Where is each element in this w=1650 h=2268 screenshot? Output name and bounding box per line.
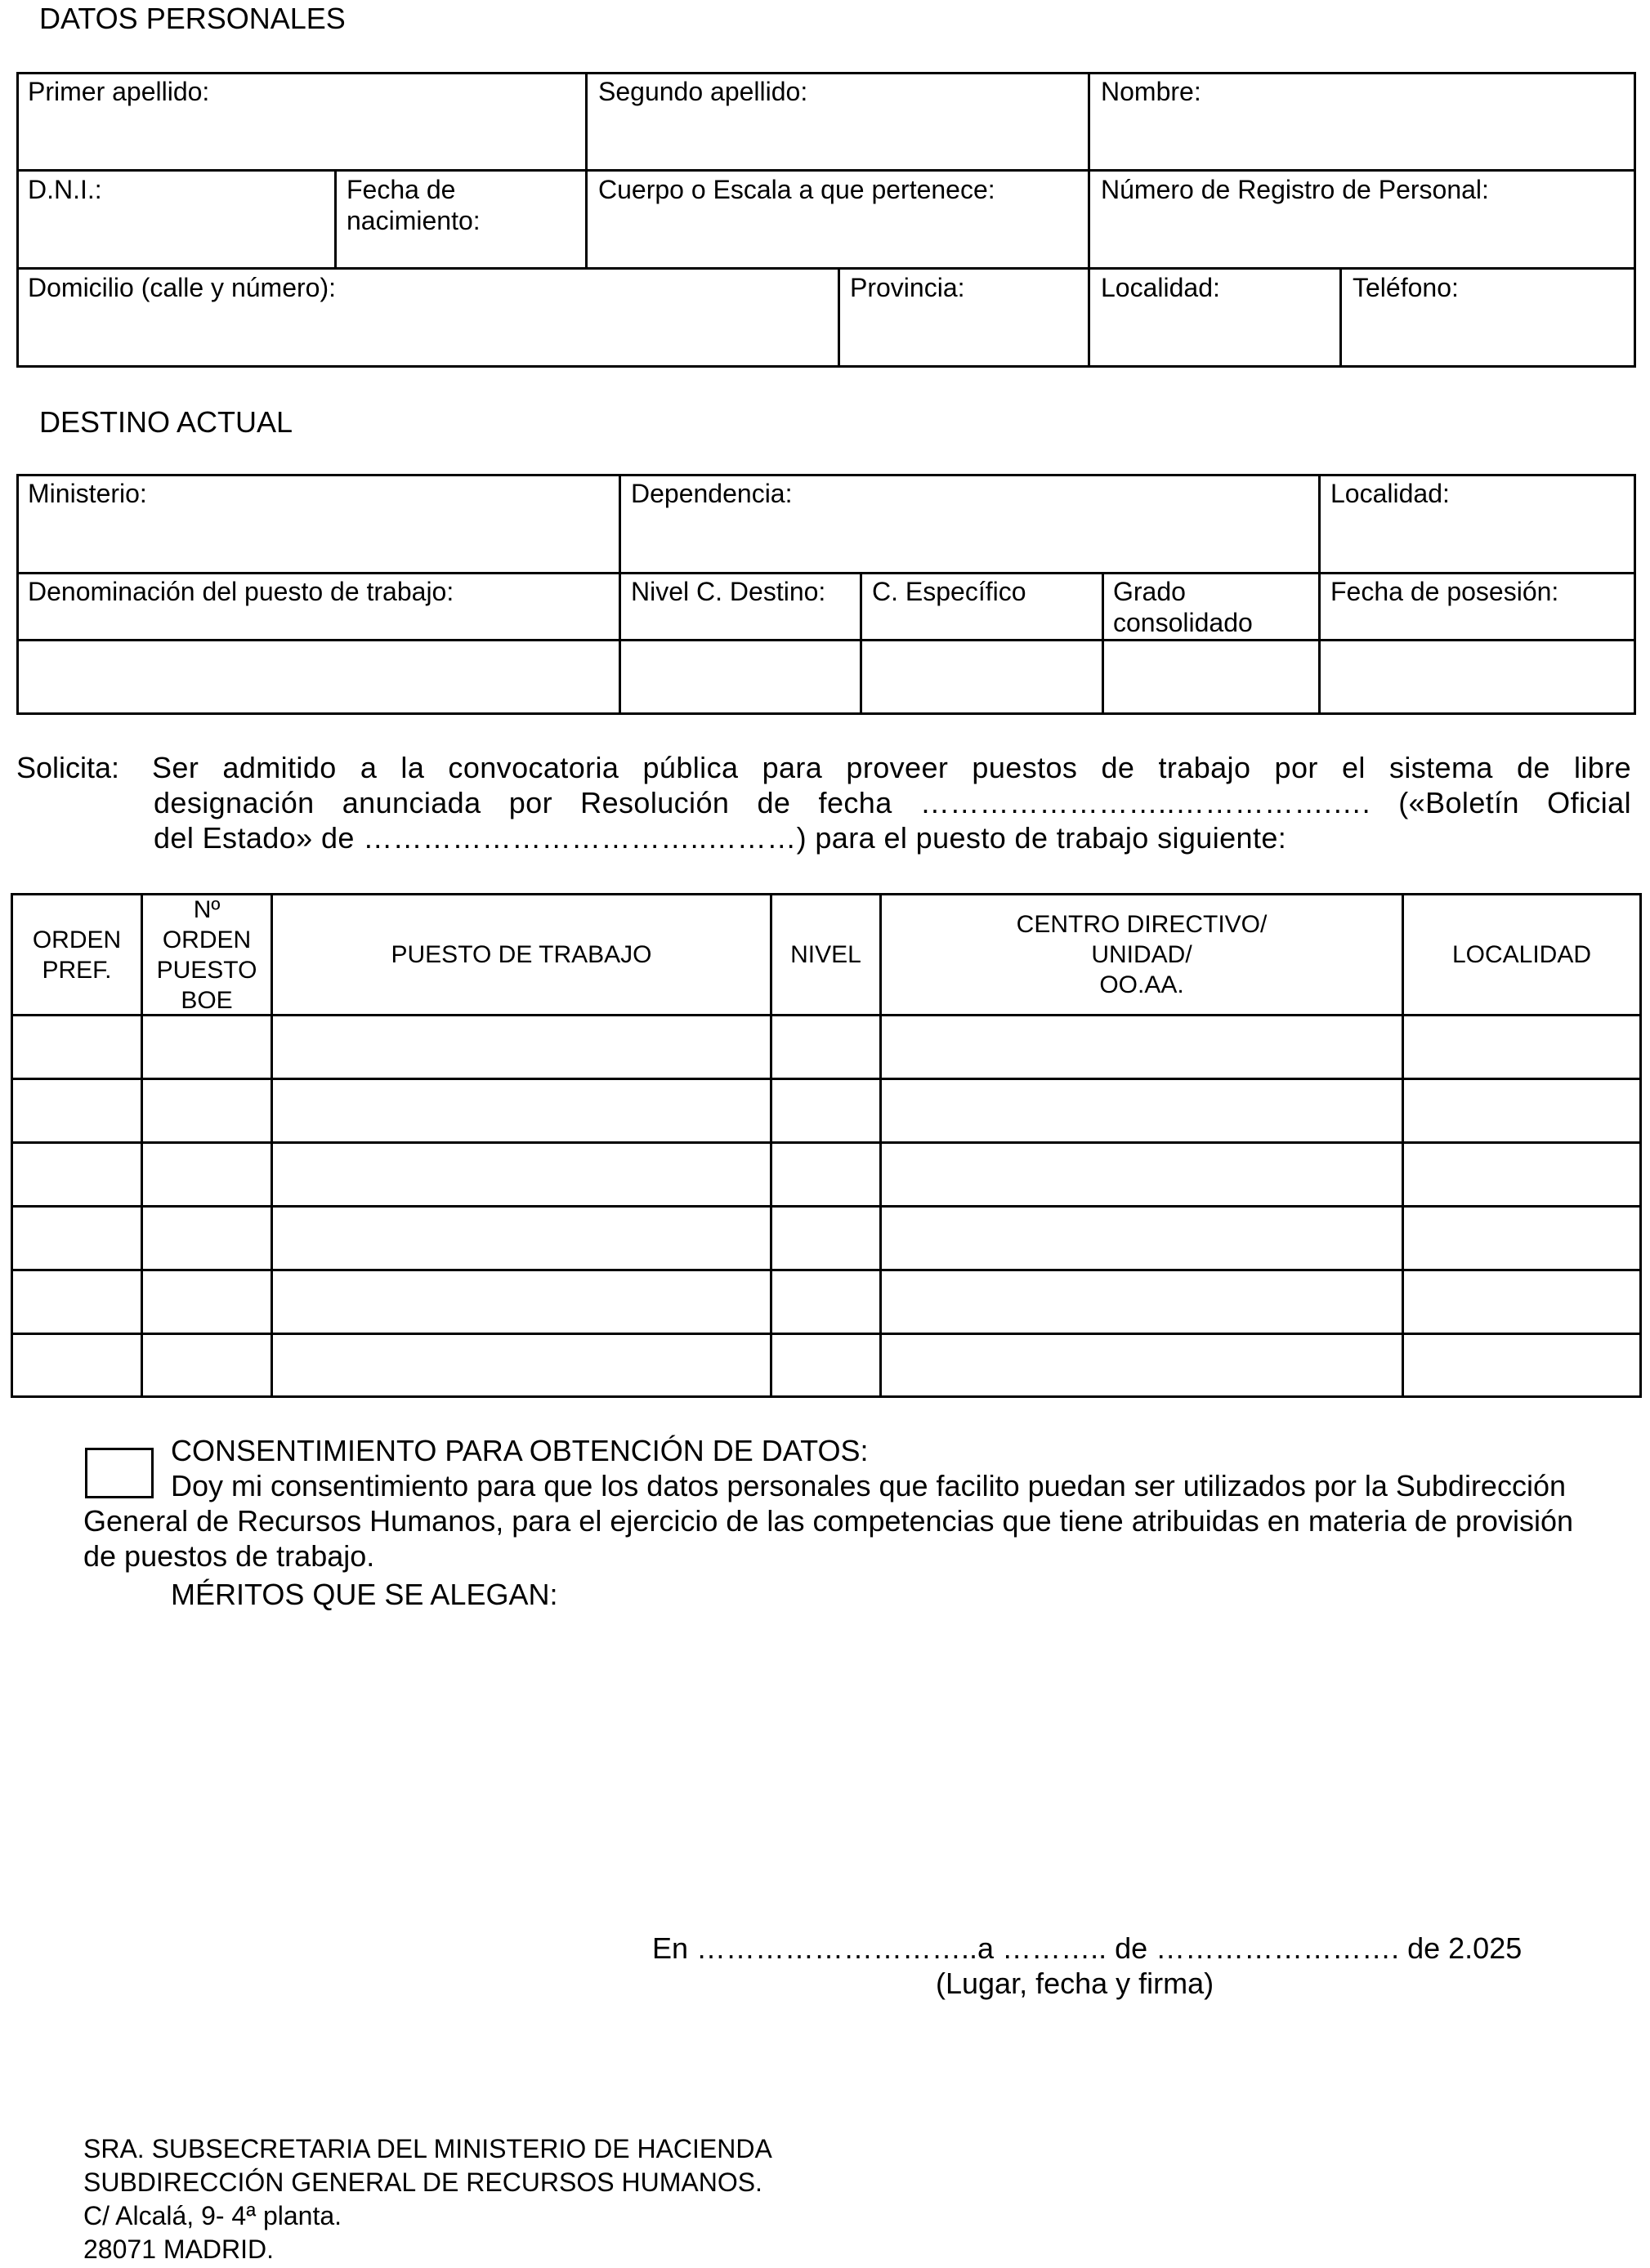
destino-localidad-label: Localidad: (1330, 479, 1450, 508)
dni-label: D.N.I.: (28, 175, 102, 204)
col-orden-text-1: ORDEN (32, 926, 122, 953)
col-puesto-header: PUESTO DE TRABAJO (391, 941, 652, 968)
provincia-label: Provincia: (850, 273, 965, 302)
consent-line-2: General de Recursos Humanos, para el ejercicio de las competencias que tiene atribuidas en materia de provisión (83, 1504, 1573, 1538)
col-num-header (143, 895, 271, 1014)
meritos-heading: MÉRITOS QUE SE ALEGAN: (171, 1578, 558, 1611)
nombre-label: Nombre: (1101, 77, 1201, 106)
address-line-2: SUBDIRECCIÓN GENERAL DE RECURSOS HUMANOS. (83, 2168, 762, 2197)
grado-label-2: consolidado (1113, 608, 1253, 637)
telefono-label: Teléfono: (1353, 273, 1459, 302)
cuerpo-label: Cuerpo o Escala a que pertenece: (598, 175, 995, 204)
solicita-line-3: del Estado» de ……………………………..………) para el puesto de trabajo siguiente: (154, 821, 1287, 855)
address-line-4: 28071 MADRID. (83, 2235, 274, 2264)
solicita-line-1: Ser admitido a la convocatoria pública para proveer puestos de trabajo por el sistema de libre (152, 751, 1631, 784)
localidad-label: Localidad: (1101, 273, 1220, 302)
domicilio-label: Domicilio (calle y número): (28, 273, 336, 302)
col-centro-header (882, 895, 1402, 1014)
registro-label: Número de Registro de Personal: (1101, 175, 1489, 204)
consent-checkbox[interactable] (85, 1448, 154, 1498)
solicita-line-2: designación anunciada por Resolución de fecha ……………………..…………….…. («Boletín Oficial (154, 786, 1631, 819)
destino-heading: DESTINO ACTUAL (39, 405, 293, 439)
col-nivel-header: NIVEL (790, 941, 861, 968)
personal-heading: DATOS PERSONALES (39, 2, 346, 35)
col-orden-header (13, 895, 141, 1014)
col-num-text-4: BOE (181, 986, 233, 1014)
col-num-text-1: Nº (193, 895, 221, 923)
col-localidad-header: LOCALIDAD (1451, 941, 1592, 968)
col-num-text-3: PUESTO (156, 956, 257, 984)
consent-line-3: de puestos de trabajo. (83, 1539, 375, 1573)
consent-line-1: Doy mi consentimiento para que los datos personales que facilito puedan ser utilizados por la Subdirección (171, 1469, 1566, 1502)
primer-apellido-label: Primer apellido: (28, 77, 210, 106)
fecha-nacimiento-label-2: nacimiento: (347, 206, 481, 235)
fecha-posesion-label: Fecha de posesión: (1330, 577, 1559, 606)
signature-line: En ………………………..a ……….. de ……………………. de 2.025 (652, 1931, 1523, 1965)
col-centro-text-2: UNIDAD/ (1091, 941, 1192, 968)
consent-title: CONSENTIMIENTO PARA OBTENCIÓN DE DATOS: (171, 1434, 869, 1467)
solicita-label: Solicita: (16, 751, 120, 784)
col-num-text-2: ORDEN (162, 926, 252, 953)
denominacion-label: Denominación del puesto de trabajo: (28, 577, 454, 606)
dependencia-label: Dependencia: (631, 479, 793, 508)
signature-caption: (Lugar, fecha y firma) (936, 1967, 1214, 2000)
col-orden-text-2: PREF. (42, 956, 112, 984)
col-centro-text-1: CENTRO DIRECTIVO/ (1016, 911, 1268, 938)
ministerio-label: Ministerio: (28, 479, 147, 508)
address-line-3: C/ Alcalá, 9- 4ª planta. (83, 2201, 342, 2230)
address-line-1: SRA. SUBSECRETARIA DEL MINISTERIO DE HACIENDA (83, 2134, 772, 2163)
col-centro-text-3: OO.AA. (1099, 971, 1184, 998)
segundo-apellido-label: Segundo apellido: (598, 77, 808, 106)
fecha-nacimiento-label-1: Fecha de (347, 175, 456, 204)
nivel-destino-label: Nivel C. Destino: (631, 577, 826, 606)
grado-label-1: Grado (1113, 577, 1186, 606)
especifico-label: C. Específico (872, 577, 1026, 606)
